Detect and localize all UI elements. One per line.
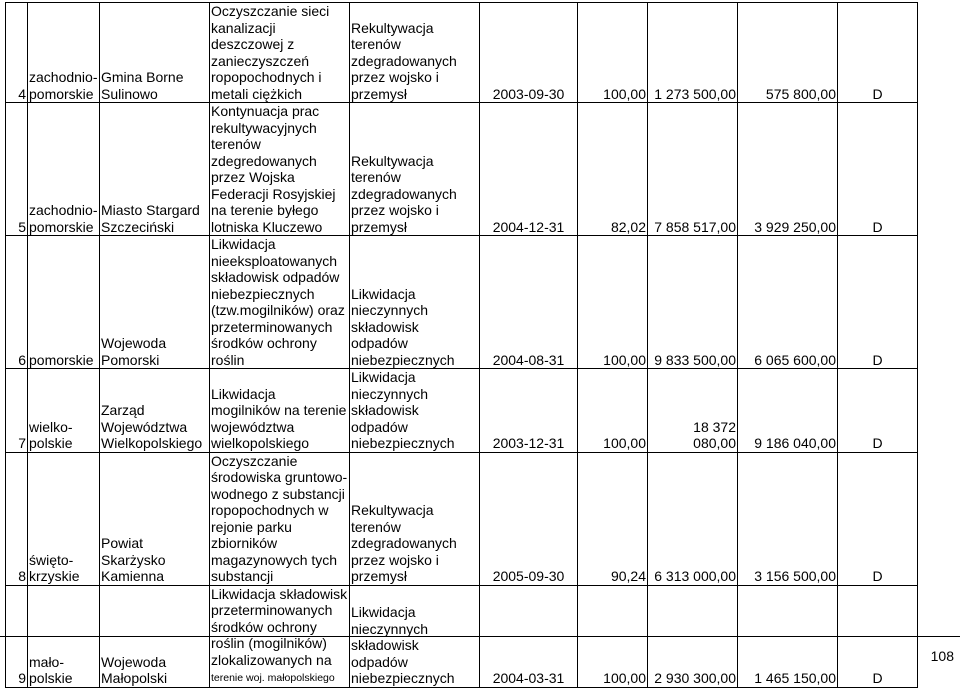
table-row — [6, 103, 918, 236]
date-cell: 2003-09-30 — [480, 3, 578, 103]
projects-table — [5, 2, 918, 688]
grant-cell: 1 465 150,00 — [738, 585, 838, 687]
task-text: Likwidacja składowisk przeterminowanych środków ochrony roślin (mogilników) zlokalizowanych na — [211, 585, 348, 668]
cost-cell: 9 833 500,00 — [648, 236, 738, 369]
task-cell: Oczyszczanie środowiska gruntowo-wodnego z substancji ropopochodnych w rejonie parku zbiorników magazynowych tych substancji — [210, 452, 350, 585]
grant-cell: 9 186 040,00 — [738, 369, 838, 453]
date-cell: 2005-09-30 — [480, 452, 578, 585]
percent-cell: 100,00 — [578, 585, 648, 687]
beneficiary-cell: Zarząd Województwa Wielkopolskiego — [100, 369, 210, 453]
percent-cell: 90,24 — [578, 452, 648, 585]
table-row — [6, 452, 918, 585]
row-number: 9 — [6, 585, 28, 687]
task-cell: Likwidacja nieeksploatowanych składowisk odpadów niebezpiecznych (tzw.mogilników) oraz przeterminowanych środków ochrony roślin — [210, 236, 350, 369]
beneficiary-cell: Gmina Borne Sulinowo — [100, 3, 210, 103]
beneficiary-cell: Miasto Stargard Szczeciński — [100, 103, 210, 236]
type-cell: Rekultywacja terenów zdegradowanych przez wojsko i przemysł — [350, 103, 480, 236]
cost-cell: 2 930 300,00 — [648, 585, 738, 687]
row-number: 6 — [6, 236, 28, 369]
beneficiary-cell: Wojewoda Małopolski — [100, 585, 210, 687]
voivodeship-cell: zachodnio-pomorskie — [28, 3, 100, 103]
date-cell: 2003-12-31 — [480, 369, 578, 453]
beneficiary-cell: Powiat Skarżysko Kamienna — [100, 452, 210, 585]
cost-cell: 6 313 000,00 — [648, 452, 738, 585]
date-cell: 2004-12-31 — [480, 103, 578, 236]
percent-cell: 100,00 — [578, 369, 648, 453]
type-cell: Rekultywacja terenów zdegradowanych przez wojsko i przemysł — [350, 452, 480, 585]
grant-cell: 575 800,00 — [738, 3, 838, 103]
type-cell: Likwidacja nieczynnych składowisk odpadów niebezpiecznych — [350, 585, 480, 687]
type-cell: Rekultywacja terenów zdegradowanych przez wojsko i przemysł — [350, 3, 480, 103]
task-cell: Kontynuacja prac rekultywacyjnych terenów zdegredowanych przez Wojska Federacji Rosyjskiej na terenie byłego lotniska Kluczewo — [210, 103, 350, 236]
cost-cell: 18 372 080,00 — [648, 369, 738, 453]
percent-cell: 100,00 — [578, 236, 648, 369]
table-row — [6, 369, 918, 453]
page-number: 108 — [930, 648, 954, 664]
task-cell: Oczyszczanie sieci kanalizacji deszczowej z zanieczyszczeń ropopochodnych i metali ciężkich — [210, 3, 350, 103]
category-cell: D — [838, 103, 918, 236]
category-cell: D — [838, 236, 918, 369]
cost-cell: 7 858 517,00 — [648, 103, 738, 236]
voivodeship-cell: wielko-polskie — [28, 369, 100, 453]
date-cell: 2004-08-31 — [480, 236, 578, 369]
voivodeship-cell: święto-krzyskie — [28, 452, 100, 585]
percent-cell: 82,02 — [578, 103, 648, 236]
row-number: 5 — [6, 103, 28, 236]
type-cell: Likwidacja nieczynnych składowisk odpadów niebezpiecznych — [350, 236, 480, 369]
grant-cell: 3 156 500,00 — [738, 452, 838, 585]
row-number: 8 — [6, 452, 28, 585]
category-cell: D — [838, 369, 918, 453]
category-cell: D — [838, 3, 918, 103]
voivodeship-cell: mało-polskie — [28, 585, 100, 687]
voivodeship-cell: zachodnio-pomorskie — [28, 103, 100, 236]
date-cell: 2004-03-31 — [480, 585, 578, 687]
table-row — [6, 236, 918, 369]
category-cell: D — [838, 452, 918, 585]
percent-cell: 100,00 — [578, 3, 648, 103]
row-number: 4 — [6, 3, 28, 103]
table-row — [6, 3, 918, 103]
grant-cell: 6 065 600,00 — [738, 236, 838, 369]
row-number: 7 — [6, 369, 28, 453]
task-cell: Likwidacja mogilników na terenie województwa wielkopolskiego — [210, 369, 350, 453]
cost-cell: 1 273 500,00 — [648, 3, 738, 103]
voivodeship-cell: pomorskie — [28, 236, 100, 369]
task-text-small: terenie woj. małopolskiego — [211, 672, 335, 684]
beneficiary-cell: Wojewoda Pomorski — [100, 236, 210, 369]
page-divider — [0, 636, 960, 637]
type-cell: Likwidacja nieczynnych składowisk odpadów niebezpiecznych — [350, 369, 480, 453]
grant-cell: 3 929 250,00 — [738, 103, 838, 236]
category-cell: D — [838, 585, 918, 687]
